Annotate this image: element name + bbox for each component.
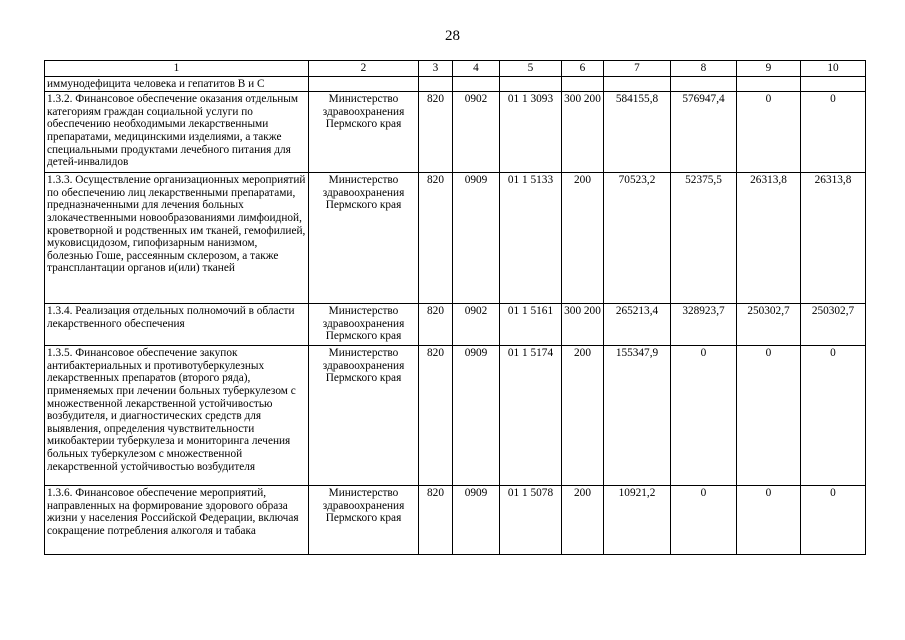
table-row: [45, 486, 866, 555]
row-col7: 265213,4: [604, 304, 671, 346]
table-header-row: [45, 61, 866, 77]
row-executor: Министерство здравоохранения Пермского края: [309, 92, 419, 173]
row-col4: 0909: [453, 346, 500, 486]
row-col6: 300 200: [562, 92, 604, 173]
column-header: 9: [737, 61, 801, 77]
row-col9: 0: [737, 486, 801, 555]
row-col3: 820: [419, 346, 453, 486]
row-col7: 10921,2: [604, 486, 671, 555]
table-row: [45, 304, 866, 346]
row-description: 1.3.3. Осуществление организационных мероприятий по обеспечению лиц лекарственными препаратами, предназначенными для лечения больных злокачественными новообразованиями лимфоидной, кроветворной и родственных им тканей, гемофилией, муковисцидозом, гипофизарным нанизмом, болезнью Гоше, рассеянным склерозом, а также трансплантации органов и(или) тканей: [45, 173, 309, 304]
row-col10: 250302,7: [801, 304, 866, 346]
row-col8: 52375,5: [671, 173, 737, 304]
row-col6: 200: [562, 486, 604, 555]
page-number: 28: [445, 28, 460, 44]
row-col7: 70523,2: [604, 173, 671, 304]
row-col8: 0: [671, 346, 737, 486]
row-executor: Министерство здравоохранения Пермского края: [309, 486, 419, 555]
row-col5: 01 1 5161: [500, 304, 562, 346]
continuation-text: иммунодефицита человека и гепатитов В и С: [45, 76, 309, 92]
row-col9: 250302,7: [737, 304, 801, 346]
row-col6: 200: [562, 346, 604, 486]
row-col9: 26313,8: [737, 173, 801, 304]
row-col4: 0902: [453, 92, 500, 173]
row-col10: 26313,8: [801, 173, 866, 304]
row-col7: 155347,9: [604, 346, 671, 486]
row-col7: 584155,8: [604, 92, 671, 173]
table-row: [45, 173, 866, 304]
column-header: 4: [453, 61, 500, 77]
column-header: 10: [801, 61, 866, 77]
row-col4: 0909: [453, 486, 500, 555]
row-description: 1.3.4. Реализация отдельных полномочий в области лекарственного обеспечения: [45, 304, 309, 346]
row-executor: Министерство здравоохранения Пермского края: [309, 304, 419, 346]
row-col5: 01 1 3093: [500, 92, 562, 173]
row-col6: 200: [562, 173, 604, 304]
budget-table: [44, 60, 866, 555]
column-header: 5: [500, 61, 562, 77]
row-col8: 576947,4: [671, 92, 737, 173]
row-col3: 820: [419, 173, 453, 304]
row-description: 1.3.6. Финансовое обеспечение мероприятий, направленных на формирование здорового образа жизни у населения Российской Федерации, включая сокращение потребления алкоголя и табака: [45, 486, 309, 555]
row-description: 1.3.2. Финансовое обеспечение оказания отдельным категориям граждан социальной услуги по обеспечению необходимыми лекарственными препаратами, медицинскими изделиями, а также специальными продуктами лечебного питания для детей-инвалидов: [45, 92, 309, 173]
row-col5: 01 1 5133: [500, 173, 562, 304]
row-col4: 0909: [453, 173, 500, 304]
row-col8: 0: [671, 486, 737, 555]
row-col10: 0: [801, 92, 866, 173]
table-row: [45, 92, 866, 173]
row-description: 1.3.5. Финансовое обеспечение закупок антибактериальных и противотуберкулезных лекарственных препаратов (второго ряда), применяемых при лечении больных туберкулезом с множественной лекарственной устойчивостью возбудителя, и диагностических средств для выявления, определения чувствительности микобактерии туберкулеза и мониторинга лечения больных туберкулезом с множественной лекарственной устойчивостью возбудителя: [45, 346, 309, 486]
column-header: 1: [45, 61, 309, 77]
continuation-row: [45, 76, 866, 92]
row-col9: 0: [737, 346, 801, 486]
column-header: 3: [419, 61, 453, 77]
column-header: 7: [604, 61, 671, 77]
column-header: 6: [562, 61, 604, 77]
column-header: 8: [671, 61, 737, 77]
row-col5: 01 1 5078: [500, 486, 562, 555]
row-col6: 300 200: [562, 304, 604, 346]
row-executor: Министерство здравоохранения Пермского края: [309, 173, 419, 304]
row-col10: 0: [801, 346, 866, 486]
table-row: [45, 346, 866, 486]
row-col10: 0: [801, 486, 866, 555]
row-col4: 0902: [453, 304, 500, 346]
column-header: 2: [309, 61, 419, 77]
row-col3: 820: [419, 486, 453, 555]
row-col3: 820: [419, 92, 453, 173]
row-col3: 820: [419, 304, 453, 346]
row-executor: Министерство здравоохранения Пермского края: [309, 346, 419, 486]
row-col5: 01 1 5174: [500, 346, 562, 486]
row-col9: 0: [737, 92, 801, 173]
row-col8: 328923,7: [671, 304, 737, 346]
